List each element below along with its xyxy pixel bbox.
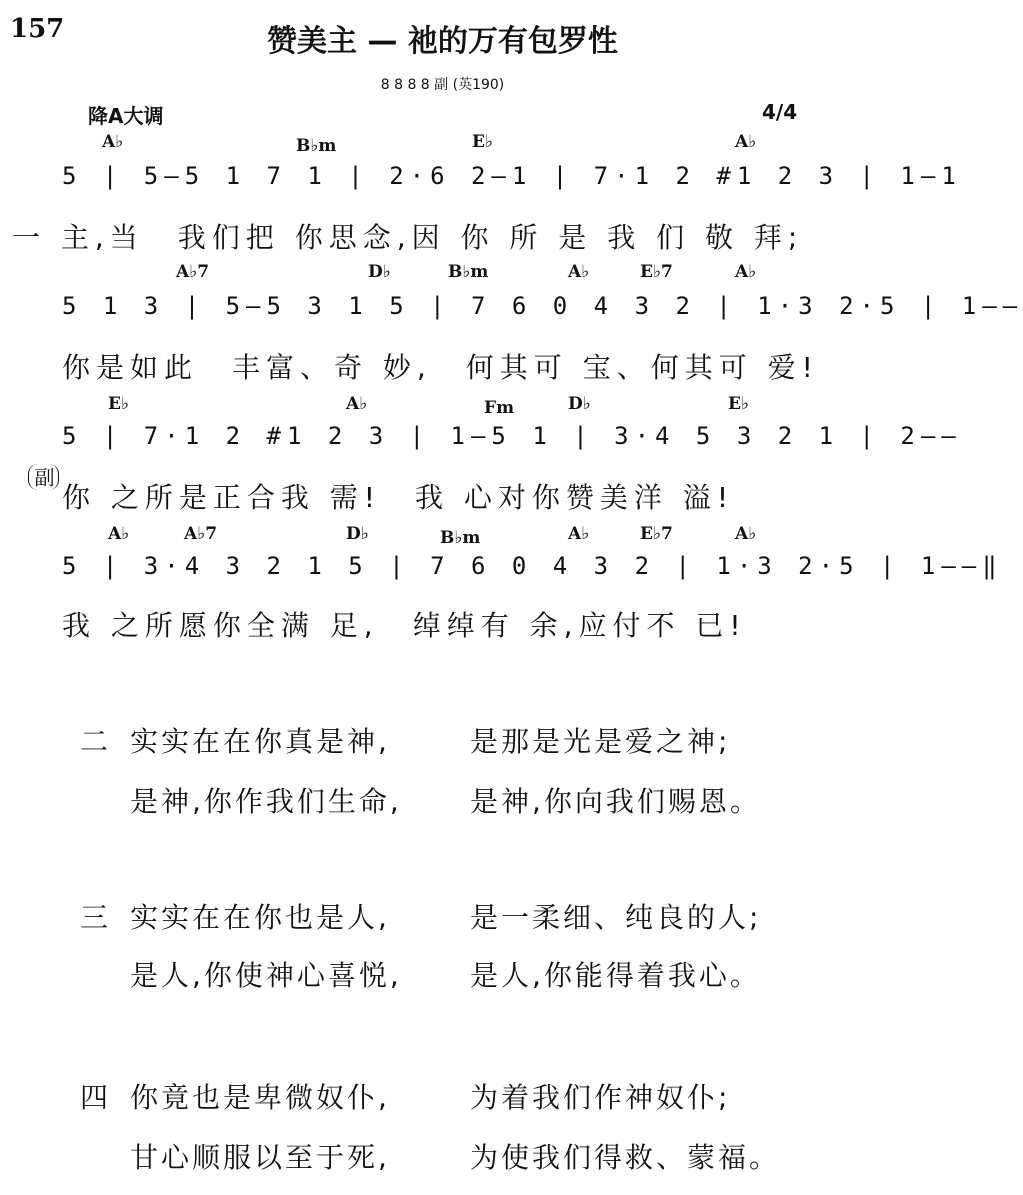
chord-label: A♭7 xyxy=(184,524,218,544)
verse-number: 二 xyxy=(80,725,109,758)
lyric-line: 一 主,当 我们把 你思念,因 你 所 是 我 们 敬 拜; xyxy=(12,221,804,254)
verse-line: 实实在在你也是人, xyxy=(130,901,390,934)
chord-label: A♭ xyxy=(108,524,130,544)
verse-line: 为使我们得救、蒙福。 xyxy=(470,1141,781,1174)
chord-label: A♭7 xyxy=(176,262,210,282)
chord-label: A♭ xyxy=(568,524,590,544)
lyric-line: 我 之所愿你全满 足, 绰绰有 余,应付不 已! xyxy=(62,609,747,642)
chord-label: E♭7 xyxy=(640,262,673,282)
score-line: 5 | 3·4 3 2 1 5 | 7 6 0 4 3 2 | 1·3 2·5 | 1——‖ xyxy=(62,552,1003,580)
chord-label: D♭ xyxy=(346,524,369,544)
chord-label: A♭ xyxy=(568,262,590,282)
verse-line: 是人,你能得着我心。 xyxy=(470,959,761,992)
chord-label: A♭ xyxy=(735,132,757,152)
chord-label: B♭m xyxy=(440,528,481,548)
hymn-title: 赞美主 — 祂的万有包罗性 xyxy=(267,24,618,59)
lyric-line: 你 之所是正合我 需! 我 心对你赞美洋 溢! xyxy=(62,481,735,514)
time-signature: 4/4 xyxy=(762,100,798,124)
chord-label: D♭ xyxy=(568,394,591,414)
score-line: 5 1 3 | 5—5 3 1 5 | 7 6 0 4 3 2 | 1·3 2·5 | 1—— xyxy=(62,292,1023,320)
verse-line: 是一柔细、纯良的人; xyxy=(470,901,762,934)
hymn-meter: 8 8 8 8 副 (英190) xyxy=(380,77,505,93)
chord-label: A♭ xyxy=(346,394,368,414)
chord-label: A♭ xyxy=(735,262,757,282)
chord-label: D♭ xyxy=(368,262,391,282)
verse-line: 是神,你作我们生命, xyxy=(130,785,402,818)
verse-number: 四 xyxy=(80,1081,109,1114)
verse-line: 甘心顺服以至于死, xyxy=(130,1141,390,1174)
key-signature: 降A大调 xyxy=(88,104,164,128)
lyric-line: 你是如此 丰富、奇 妙, 何其可 宝、何其可 爱! xyxy=(62,351,819,384)
chord-label: Fm xyxy=(484,398,515,418)
chord-label: E♭ xyxy=(472,132,493,152)
refrain-marker: 副 xyxy=(28,464,59,490)
verse-line: 为着我们作神奴仆; xyxy=(470,1081,731,1114)
verse-line: 是那是光是爱之神; xyxy=(470,725,731,758)
score-line: 5 | 7·1 2 #1 2 3 | 1—5 1 | 3·4 5 3 2 1 | 2—— xyxy=(62,422,962,450)
chord-label: E♭7 xyxy=(640,524,673,544)
chord-label: B♭m xyxy=(296,136,337,156)
verse-line: 你竟也是卑微奴仆, xyxy=(130,1081,390,1114)
chord-label: E♭ xyxy=(728,394,749,414)
score-line: 5 | 5—5 1 7 1 | 2·6 2—1 | 7·1 2 #1 2 3 | 1—1 xyxy=(62,162,962,190)
verse-number: 三 xyxy=(80,901,109,934)
chord-label: A♭ xyxy=(102,132,124,152)
chord-label: A♭ xyxy=(735,524,757,544)
chord-label: E♭ xyxy=(108,394,129,414)
verse-line: 实实在在你真是神, xyxy=(130,725,390,758)
hymn-number: 157 xyxy=(10,14,65,44)
chord-label: B♭m xyxy=(448,262,489,282)
verse-line: 是神,你向我们赐恩。 xyxy=(470,785,761,818)
verse-line: 是人,你使神心喜悦, xyxy=(130,959,402,992)
